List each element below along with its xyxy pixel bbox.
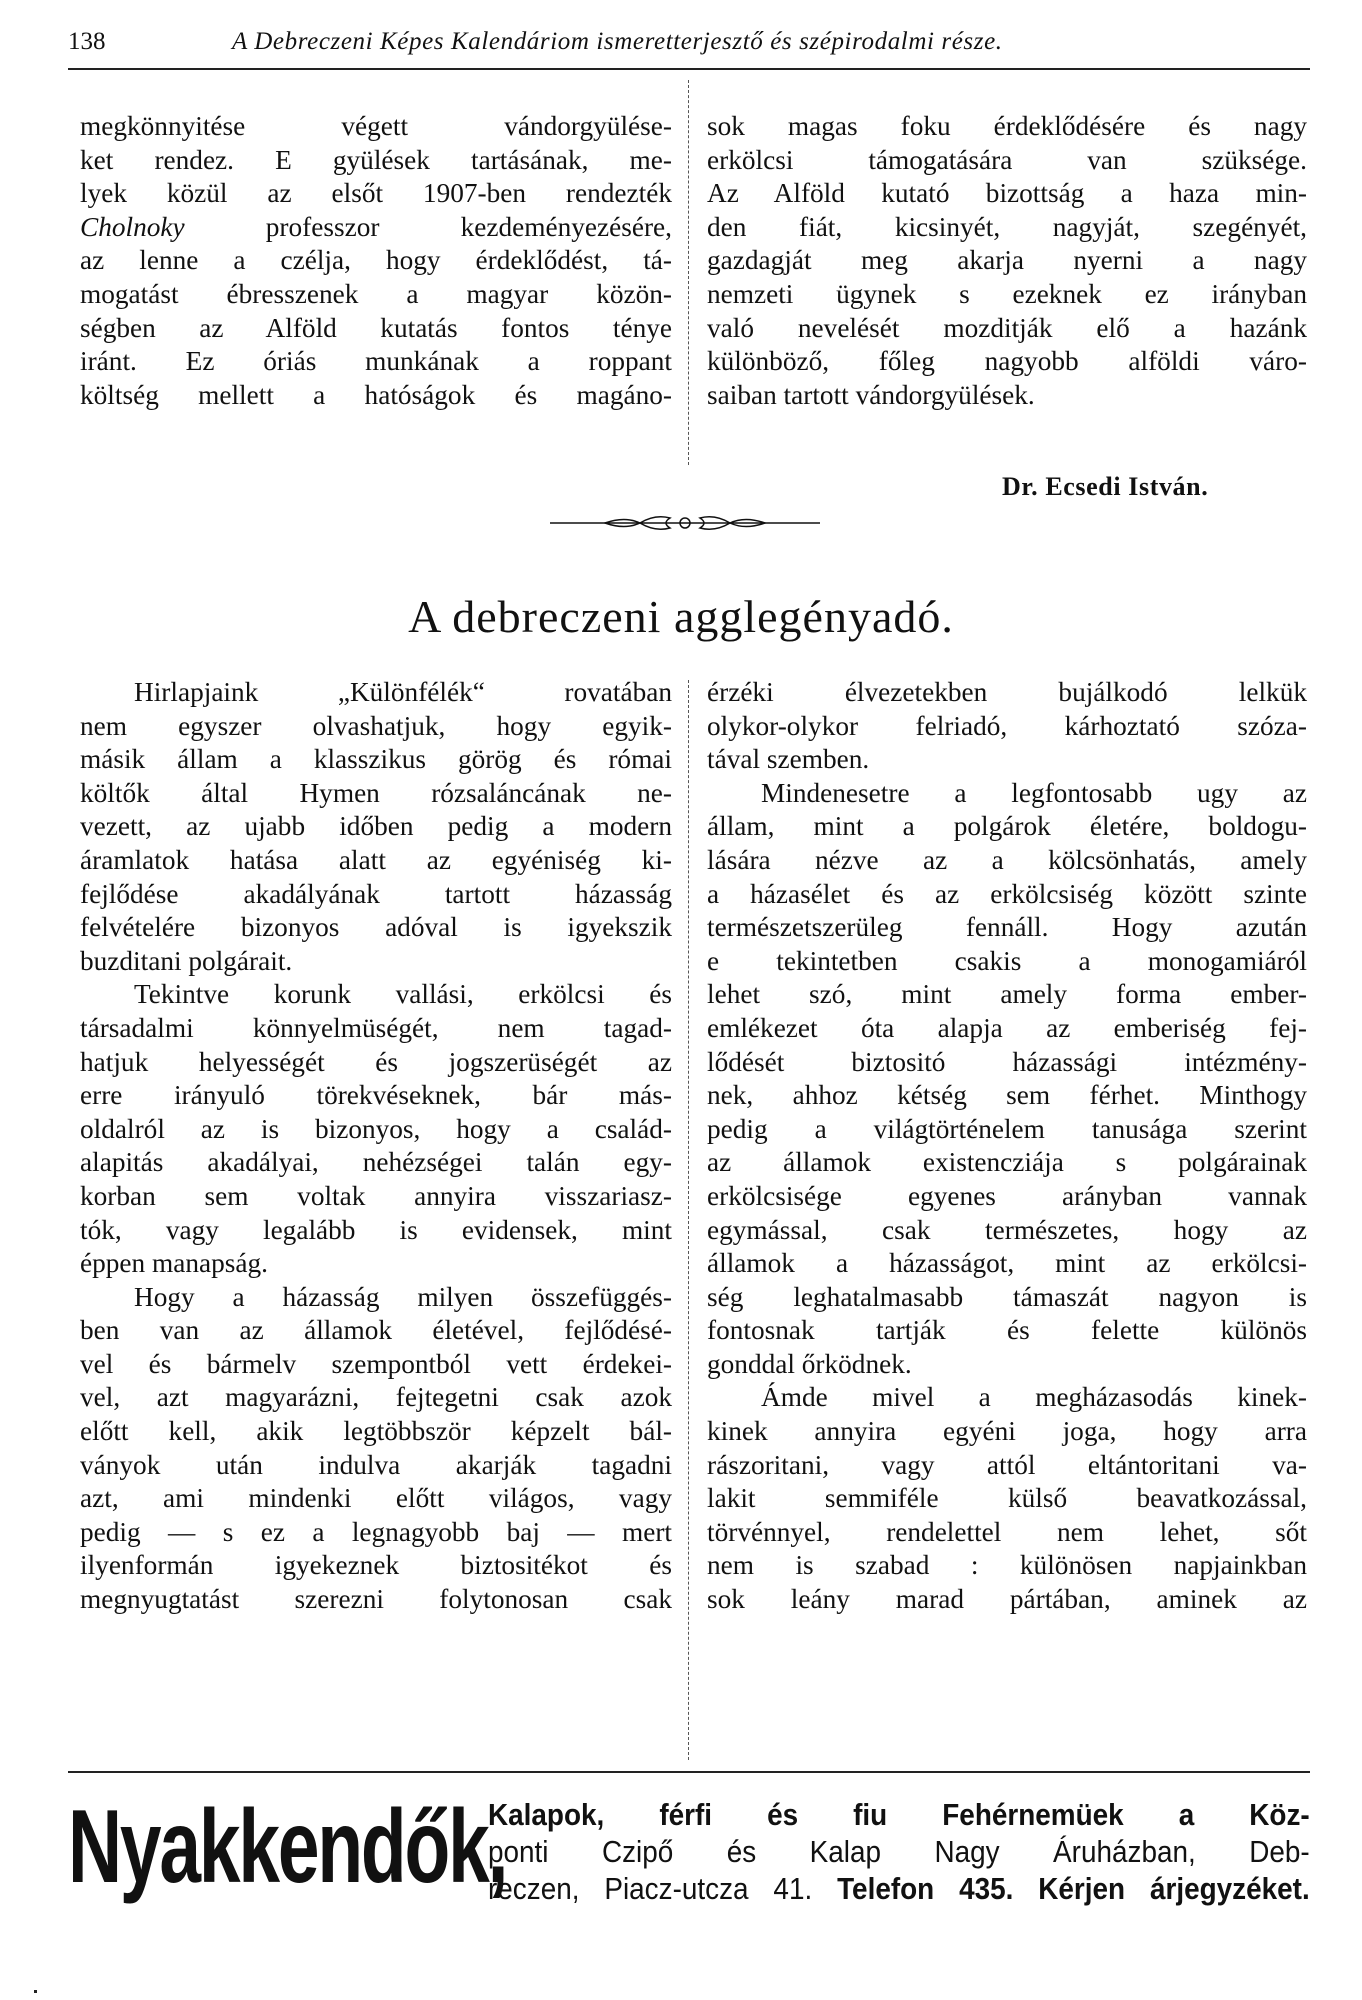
paragraph-start-line: Hirlapjaink „Különfélék“ rovatában	[134, 677, 672, 707]
page-number: 138	[68, 28, 106, 55]
text-line: vezett, az ujabb időben pedig a modern	[80, 811, 672, 842]
advertisement-line: ponti Czipő és Kalap Nagy Áruházban, Deb-	[488, 1834, 1310, 1869]
text-line: áramlatok hatása alatt az egyéniség ki-	[80, 844, 672, 875]
advertisement-rule	[68, 1771, 1310, 1773]
print-speck	[34, 1990, 37, 1993]
text-line: az lenne a czélja, hogy érdeklődést, tá-	[80, 245, 672, 276]
text-line: felvételére bizonyos adóval is igyekszik	[80, 912, 672, 943]
text-line: saiban tartott vándorgyülések.	[707, 379, 1035, 410]
text-line: gazdagját meg akarja nyerni a nagy	[707, 245, 1307, 276]
text-line: tával szemben.	[707, 744, 870, 775]
text-line: olykor-olykor felriadó, kárhoztató szóza-	[707, 710, 1307, 741]
text-line: ványok után indulva akarják tagadni	[80, 1449, 672, 1480]
text-line: társadalmi könnyelmüségét, nem tagad-	[80, 1012, 672, 1043]
paragraph-start-line: Tekintve korunk vallási, erkölcsi és	[134, 979, 672, 1010]
text-line: mogatást ébresszenek a magyar közön-	[80, 278, 672, 309]
text-line: tók, vagy legalább is evidensek, mint	[80, 1214, 672, 1245]
column-divider-bottom	[688, 680, 689, 1760]
text-line: a házasélet és az erkölcsiség között szinte	[707, 878, 1307, 909]
text-line: állam, mint a polgárok életére, boldogu-	[707, 811, 1307, 842]
text-line: megnyugtatást szerezni folytonosan csak	[80, 1584, 672, 1615]
text-line: gonddal őrködnek.	[707, 1348, 912, 1379]
text-line: Az Alföld kutató bizottság a haza min-	[707, 178, 1307, 209]
text-line: oldalról az is bizonyos, hogy a család-	[80, 1113, 672, 1144]
text-line: sok leány marad pártában, aminek az	[707, 1584, 1307, 1615]
text-line: ket rendez. E gyülések tartásának, me-	[80, 144, 672, 175]
text-line: ségben az Alföld kutatás fontos ténye	[80, 312, 672, 343]
text-line: azt, ami mindenki előtt világos, vagy	[80, 1483, 672, 1514]
advertisement-line: Kalapok, férfi és fiu Fehérnemüek a Köz-	[488, 1797, 1310, 1832]
text-line: ség leghatalmasabb támaszát nagyon is	[707, 1281, 1307, 1312]
text-line: ilyenformán igyekeznek biztositékot és	[80, 1550, 672, 1581]
advertisement-headline: Nyakkendők,	[68, 1789, 507, 1905]
text-line: lakit semmiféle külső beavatkozással,	[707, 1483, 1307, 1514]
text-line: különböző, főleg nagyobb alföldi váro-	[707, 346, 1307, 377]
text-line: államok a házasságot, mint az erkölcsi-	[707, 1248, 1307, 1279]
ornament-divider-icon	[550, 510, 820, 534]
text-line: megkönnyitése végett vándorgyülése-	[80, 111, 672, 141]
text-line: költők által Hymen rózsaláncának ne-	[80, 777, 672, 808]
text-line: hatjuk helyességét és jogszerüségét az	[80, 1046, 672, 1077]
paragraph-start-line: Mindenesetre a legfontosabb ugy az	[761, 777, 1307, 808]
address-text: reczen, Piacz-utcza 41.	[488, 1871, 838, 1906]
text-line: emlékezet óta alapja az emberiség fej-	[707, 1012, 1307, 1043]
advertisement	[68, 1789, 1310, 1910]
text-line: erre irányuló törekvéseknek, bár más-	[80, 1080, 672, 1111]
text-line: vel és bármelv szempontból vett érdekei-	[80, 1348, 672, 1379]
text-line-with-italic-name: Cholnoky professzor kezdeményezésére,	[80, 211, 672, 242]
phone-text: Telefon 435. Kérjen árjegyzéket.	[837, 1871, 1310, 1906]
text-line: érzéki élvezetekben bujálkodó lelkük	[707, 677, 1307, 707]
text-line: természetszerüleg fennáll. Hogy azután	[707, 912, 1307, 943]
text-line: nem is szabad : különösen napjainkban	[707, 1550, 1307, 1581]
text-line: ben van az államok életével, fejlődésé-	[80, 1315, 672, 1346]
text-line: lására nézve az a kölcsönhatás, amely	[707, 844, 1307, 875]
text-line: alapitás akadályai, nehézségei talán egy-	[80, 1147, 672, 1178]
article-right-column	[707, 676, 1307, 1617]
text-line: nemzeti ügynek s ezeknek ez irányban	[707, 278, 1307, 309]
header-rule	[68, 68, 1310, 70]
text-line: fontosnak tartják és felette különös	[707, 1315, 1307, 1346]
article-left-column	[80, 676, 672, 1617]
paragraph-start-line: Ámde mivel a megházasodás kinek-	[761, 1382, 1307, 1413]
text-line: den fiát, kicsinyét, nagyját, szegényét,	[707, 211, 1307, 242]
prev-article-left-column	[80, 110, 672, 412]
text-line: lehet szó, mint amely forma ember-	[707, 979, 1307, 1010]
italic-name: Cholnoky	[80, 211, 185, 242]
text-line: lődését biztositó házassági intézmény-	[707, 1046, 1307, 1077]
running-head	[68, 24, 1308, 62]
advertisement-text	[488, 1796, 1310, 1907]
advertisement-line	[488, 1870, 1310, 1907]
author-signature: Dr. Ecsedi István.	[1002, 472, 1209, 501]
text-line: költség mellett a hatóságok és magáno-	[80, 379, 672, 410]
text-line: iránt. Ez óriás munkának a roppant	[80, 346, 672, 377]
text-line: rászoritani, vagy attól eltántoritani va-	[707, 1449, 1307, 1480]
text-line: vel, azt magyarázni, fejtegetni csak azok	[80, 1382, 672, 1413]
text-line: sok magas foku érdeklődésére és nagy	[707, 111, 1307, 141]
text-line: egymással, csak természetes, hogy az	[707, 1214, 1307, 1245]
text-line: az államok existencziája s polgárainak	[707, 1147, 1307, 1178]
text-line: erkölcsisége egyenes arányban vannak	[707, 1180, 1307, 1211]
text-line: fejlődése akadályának tartott házasság	[80, 878, 672, 909]
text-line: nem egyszer olvashatjuk, hogy egyik-	[80, 710, 672, 741]
prev-article-right-column	[707, 110, 1307, 412]
running-title: A Debreczeni Képes Kalendáriom ismeretterjesztő és szépirodalmi része.	[232, 28, 1003, 55]
text-line: nek, ahhoz kétség sem férhet. Minthogy	[707, 1080, 1307, 1111]
text-line: lyek közül az elsőt 1907-ben rendezték	[80, 178, 672, 209]
text-line: másik állam a klasszikus görög és római	[80, 744, 672, 775]
text-line: korban sem voltak annyira visszariasz-	[80, 1180, 672, 1211]
text-line: éppen manapság.	[80, 1248, 268, 1279]
text-line: e tekintetben csakis a monogamiáról	[707, 945, 1307, 976]
text-line: törvénnyel, rendelettel nem lehet, sőt	[707, 1516, 1307, 1547]
text-line: erkölcsi támogatására van szüksége.	[707, 144, 1307, 175]
text-line: pedig — s ez a legnagyobb baj — mert	[80, 1516, 672, 1547]
article-title: A debreczeni agglegényadó.	[408, 591, 954, 642]
text-line: előtt kell, akik legtöbbször képzelt bál-	[80, 1416, 672, 1447]
text-line: pedig a világtörténelem tanusága szerint	[707, 1113, 1307, 1144]
paragraph-start-line: Hogy a házasság milyen összefüggés-	[134, 1281, 672, 1312]
column-divider-top	[688, 80, 689, 465]
text-line: való nevelését mozditják elő a hazánk	[707, 312, 1307, 343]
text-line: buzditani polgárait.	[80, 945, 293, 976]
text-line: kinek annyira egyéni joga, hogy arra	[707, 1416, 1307, 1447]
